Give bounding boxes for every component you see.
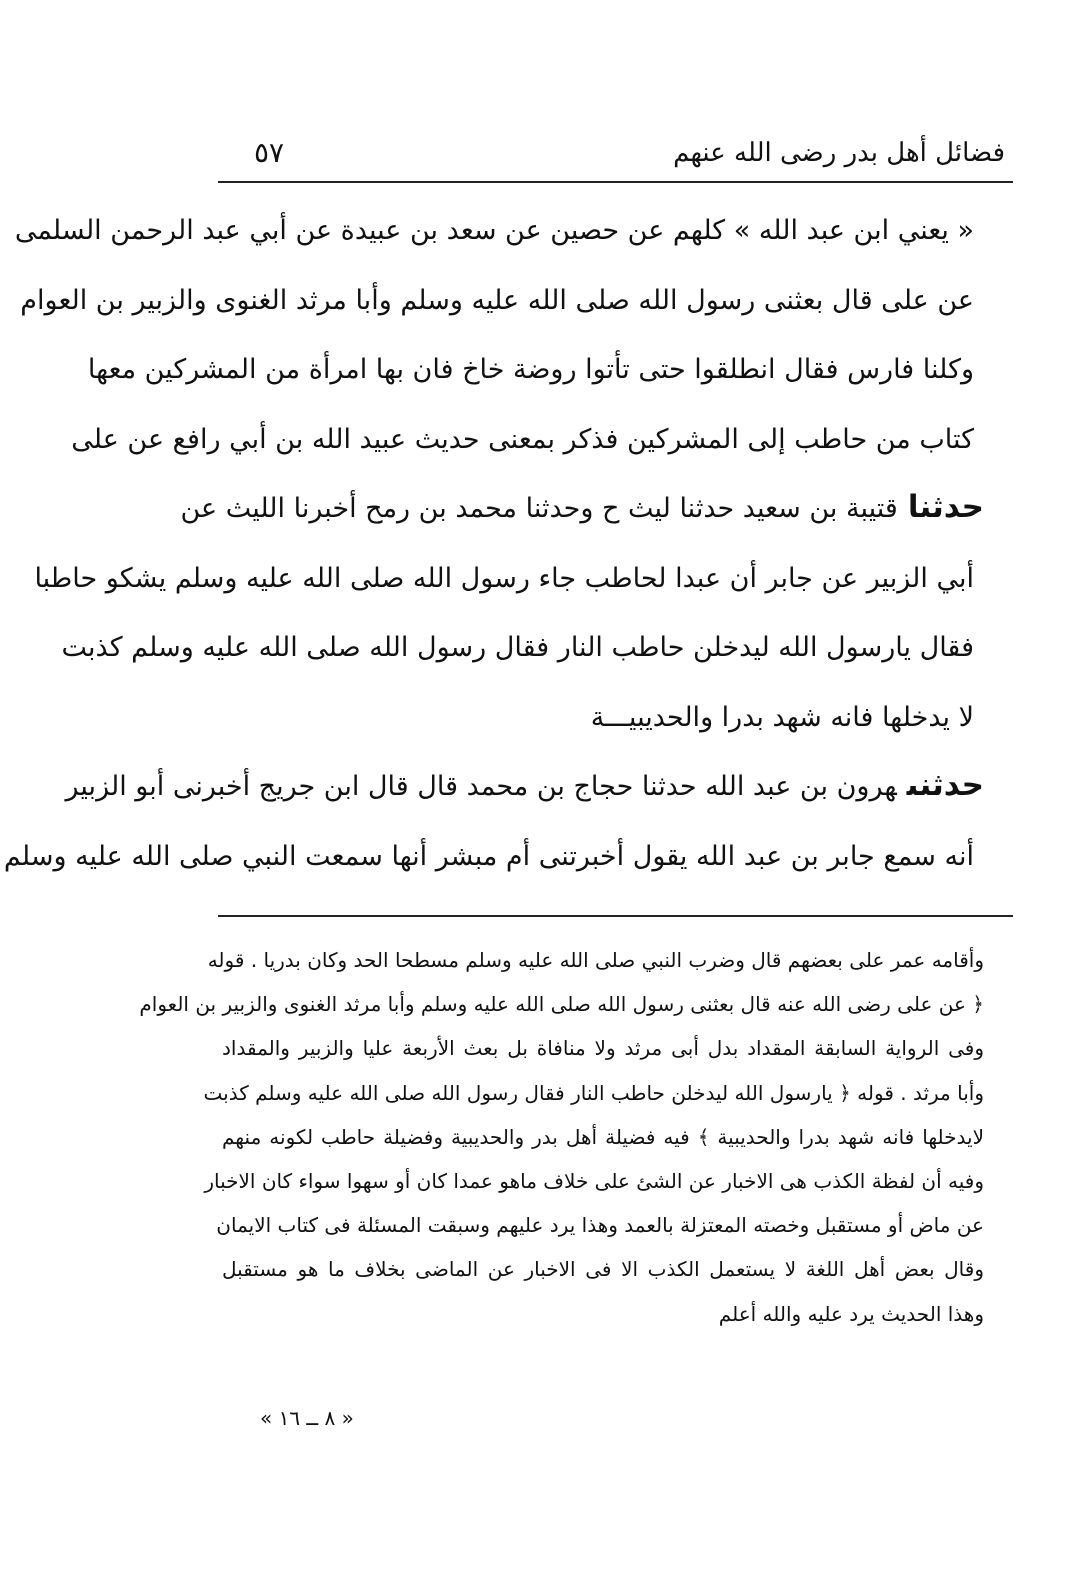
commentary-line: وهذا الحديث يرد عليه والله أعلم: [718, 1301, 984, 1326]
text-line: [20, 268, 984, 338]
text-line: [14, 198, 984, 268]
page-header: [218, 132, 1013, 180]
line-text: هرون بن عبد الله حدثنا حجاج بن محمد قال قال ابن جريج أخبرنى أبو الزبير: [65, 771, 897, 802]
line-text: أبي الزبير عن جابر أن عبدا لحاطب جاء رسول الله صلى الله عليه وسلم يشكو حاطبا: [34, 562, 974, 594]
text-line: [3, 824, 984, 894]
text-line: [222, 685, 984, 755]
line-marker: حدثنا: [907, 489, 984, 525]
line-text: فقال يارسول الله ليدخلن حاطب النار فقال رسول الله صلى الله عليه وسلم كذبت: [61, 632, 974, 663]
commentary-line: لايدخلها فانه شهد بدرا والحديبية ﴾ فيه فضيلة أهل بدر والحديبية وفضيلة حاطب لكونه منهم: [222, 1124, 984, 1149]
commentary-line: وأقامه عمر على بعضهم قال وضرب النبي صلى الله عليه وسلم مسطحا الحد وكان بدريا . قوله: [207, 948, 984, 972]
text-line: [65, 754, 984, 824]
commentary-rule: [218, 915, 1013, 917]
line-text: « يعني ابن عبد الله » كلهم عن حصين عن سعد بن عبيدة عن أبي عبد الرحمن السلمى: [14, 215, 974, 246]
line-text: قتيبة بن سعيد حدثنا ليث ح وحدثنا محمد بن رمح أخبرنا الليث عن: [180, 493, 898, 524]
line-text: عن على قال بعثنى رسول الله صلى الله عليه وسلم وأبا مرثد الغنوى والزبير بن العوام: [20, 284, 974, 316]
hadith-text: [3, 198, 984, 893]
text-line: [71, 407, 984, 477]
line-marker: حدثنى: [906, 767, 984, 803]
commentary-line: وقال بعض أهل اللغة لا يستعمل الكذب الا فى الاخبار عن الماضى بخلاف ما هو مستقبل: [222, 1257, 984, 1282]
text-line: [87, 337, 984, 407]
commentary-line: ﴿ عن على رضى الله عنه قال بعثنى رسول الله صلى الله عليه وسلم وأبا مرثد الغنوى والزبير بن العوام: [139, 992, 984, 1017]
page-number: ٥٧: [254, 136, 285, 169]
printer-signature-mark: « ٨ ــ ١٦ »: [260, 1406, 354, 1430]
header-rule: [218, 181, 1013, 183]
text-line: [34, 546, 984, 616]
commentary-text: [139, 938, 984, 1336]
commentary-line: وفى الرواية السابقة المقداد بدل أبى مرثد ولا منافاة بل بعث الأربعة عليا والزبير والمقداد: [222, 1036, 984, 1061]
line-text: وكلنا فارس فقال انطلقوا حتى تأتوا روضة خاخ فان بها امرأة من المشركين معها: [87, 354, 974, 385]
running-title: فضائل أهل بدر رضى الله عنهم: [673, 138, 1005, 168]
commentary-line: عن ماض أو مستقبل وخصته المعتزلة بالعمد وهذا يرد عليهم وسبقت المسئلة فى كتاب الايمان: [216, 1213, 984, 1238]
text-line: [180, 476, 984, 546]
line-text: كتاب من حاطب إلى المشركين فذكر بمعنى حديث عبيد الله بن أبي رافع عن على: [71, 423, 974, 455]
text-line: [61, 615, 984, 685]
commentary-line: وفيه أن لفظة الكذب هى الاخبار عن الشئ على خلاف ماهو عمدا كان أو سهوا سواء كان الاخبار: [204, 1168, 984, 1193]
line-text: أنه سمع جابر بن عبد الله يقول أخبرتنى أم مبشر أنها سمعت النبي صلى الله عليه وسلم: [3, 840, 974, 872]
line-text: لا يدخلها فانه شهد بدرا والحديبيـــة: [590, 701, 974, 733]
commentary-line: وأبا مرثد . قوله ﴿ يارسول الله ليدخلن حاطب النار فقال رسول الله صلى الله عليه وسلم كذبت: [203, 1080, 984, 1105]
